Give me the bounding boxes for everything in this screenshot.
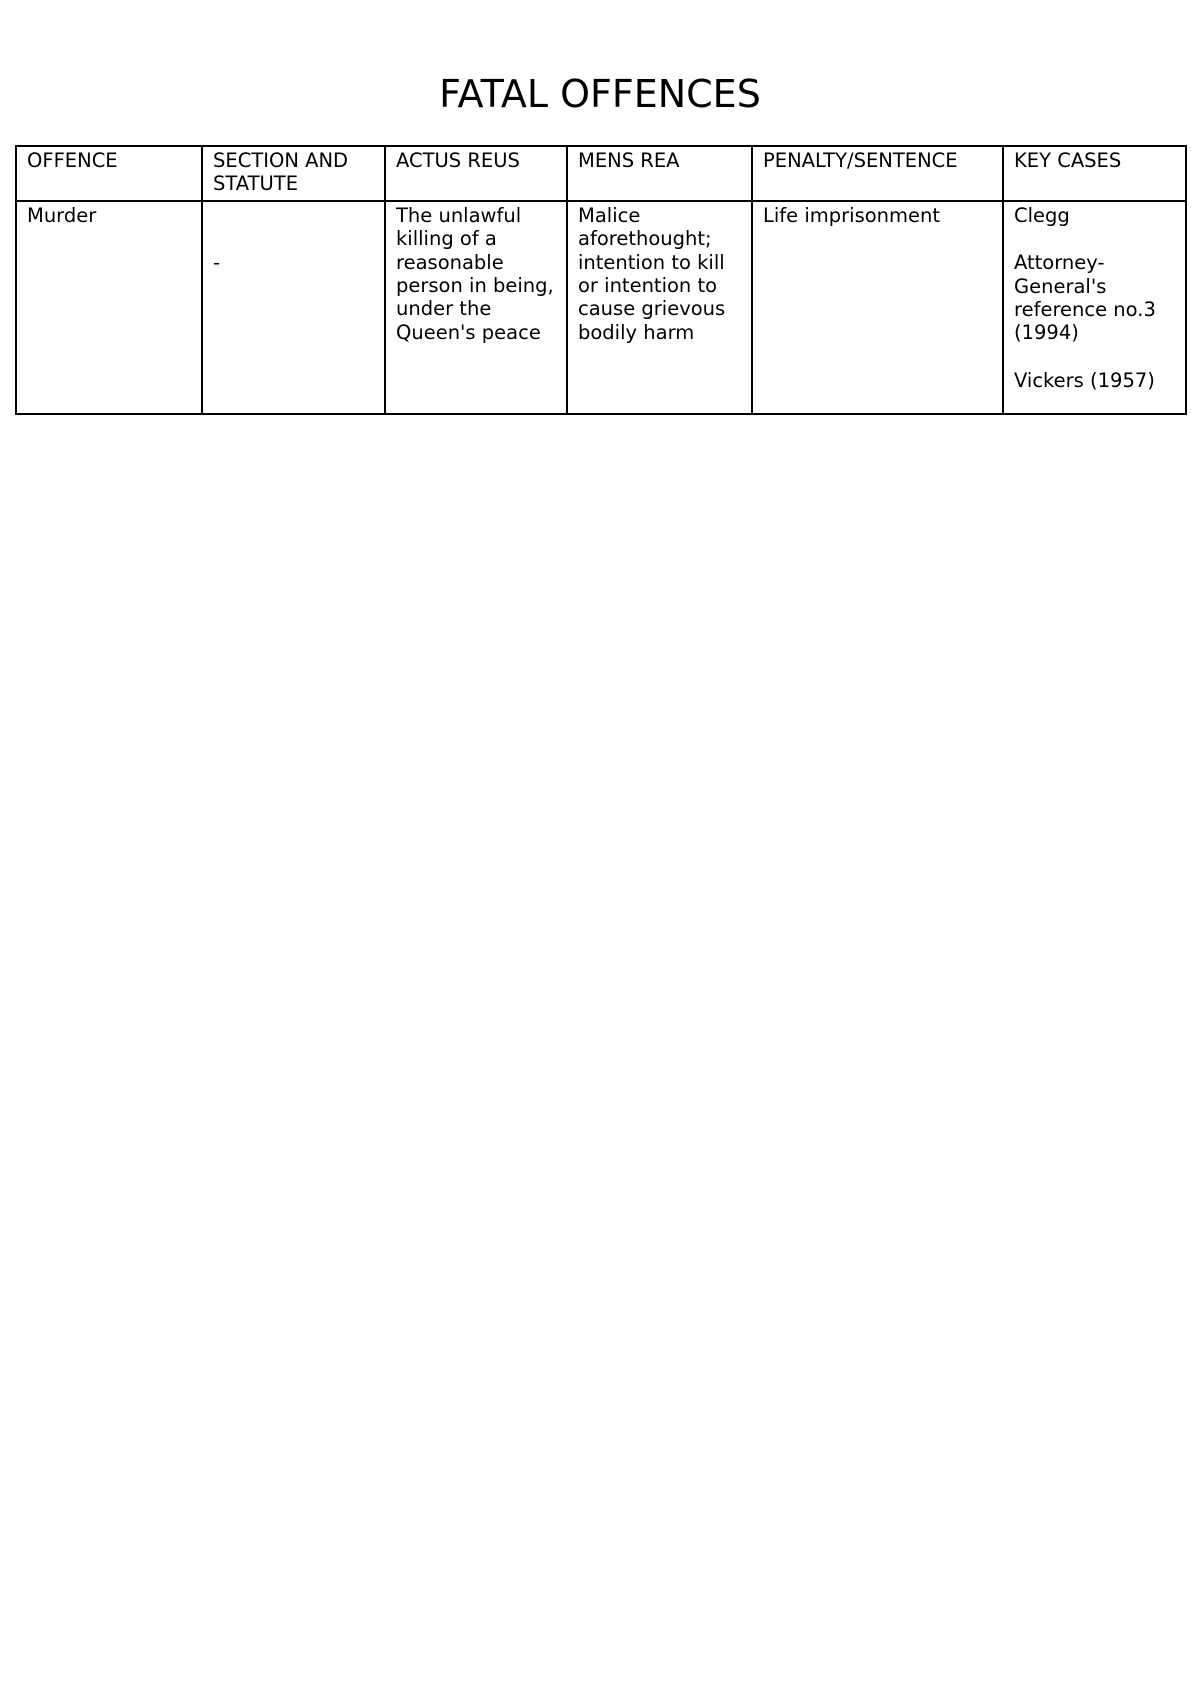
cell-key-cases <box>1003 201 1186 414</box>
table-row <box>16 201 1186 414</box>
table-header-row <box>16 146 1186 201</box>
page-title: FATAL OFFENCES <box>439 72 761 116</box>
cell-actus-reus: The unlawful killing of a reasonable person in being, under the Queen's peace <box>385 201 567 414</box>
key-case-item: Vickers (1957) <box>1014 368 1155 392</box>
header-actus-reus: ACTUS REUS <box>385 146 567 201</box>
fatal-offences-table <box>15 145 1187 415</box>
header-mens-rea: MENS REA <box>567 146 752 201</box>
header-key-cases: KEY CASES <box>1003 146 1186 201</box>
header-section-and-statute: SECTION AND STATUTE <box>202 146 385 201</box>
header-offence: OFFENCE <box>16 146 202 201</box>
key-case-item: Attorney-General's reference no.3 (1994) <box>1014 251 1156 345</box>
section-value: - <box>213 250 221 274</box>
key-case-item: Clegg <box>1014 203 1070 227</box>
cell-penalty-sentence: Life imprisonment <box>752 201 1003 414</box>
header-penalty-sentence: PENALTY/SENTENCE <box>752 146 1003 201</box>
cell-offence: Murder <box>16 201 202 414</box>
cell-section-and-statute <box>202 201 385 414</box>
cell-mens-rea: Malice aforethought; intention to kill or intention to cause grievous bodily harm <box>567 201 752 414</box>
